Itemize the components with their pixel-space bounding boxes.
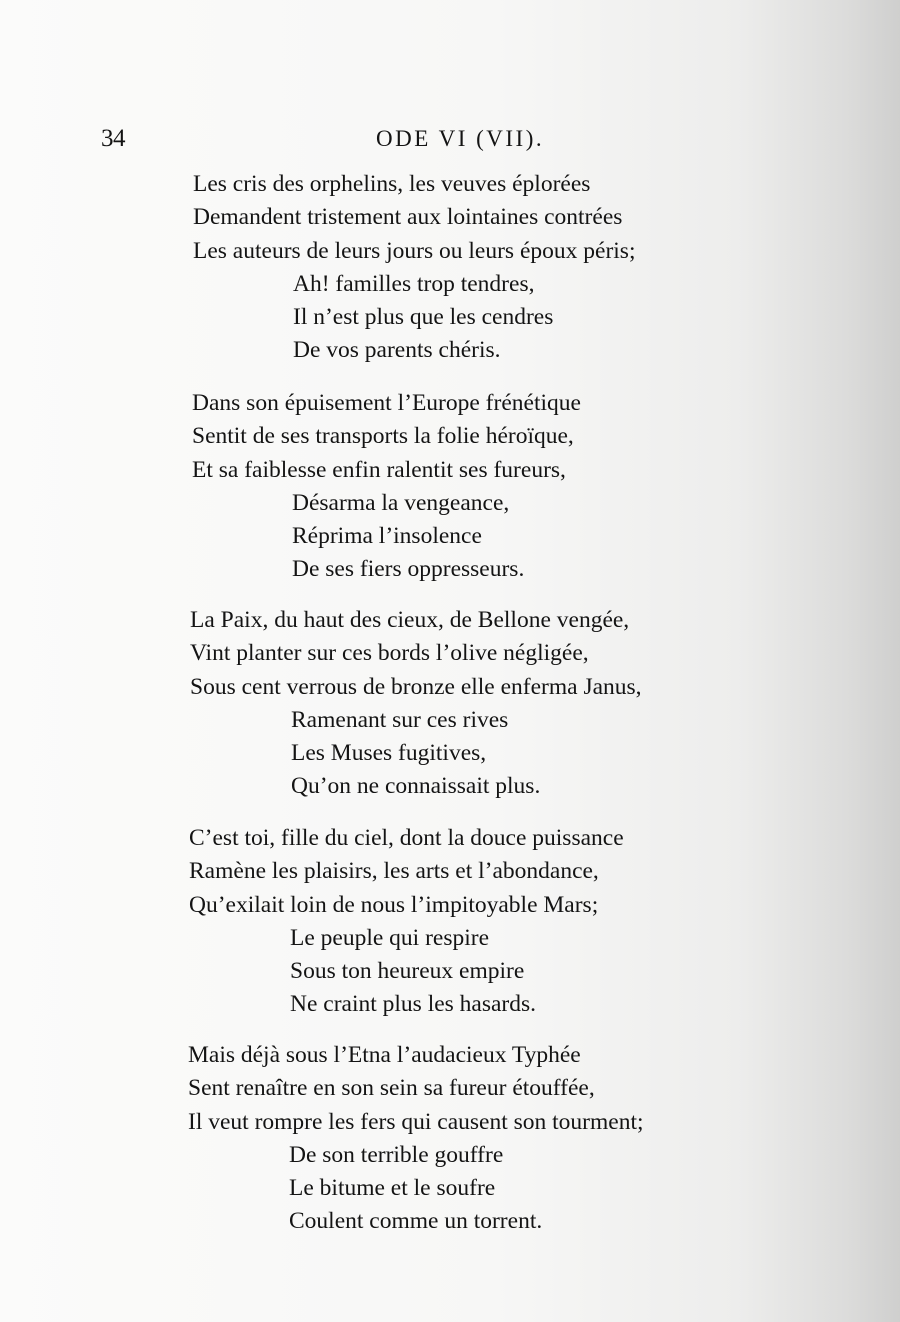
stanza-4 <box>0 822 900 1022</box>
verse-line-indented: De ses fiers oppresseurs. <box>292 556 525 583</box>
running-title: ODE VI (VII). <box>376 126 545 151</box>
stanza-2 <box>0 387 900 587</box>
verse-line-indented: Le peuple qui respire <box>290 924 490 951</box>
verse-line-indented: Le bitume et le soufre <box>289 1175 496 1202</box>
verse-line: Et sa faiblesse enfin ralentit ses fureurs, <box>192 456 566 483</box>
verse-line: Sent renaître en son sein sa fureur étouffée, <box>188 1075 595 1102</box>
verse-line: Les auteurs de leurs jours ou leurs époux péris; <box>193 237 636 264</box>
verse-line: Sous cent verrous de bronze elle enferma Janus, <box>190 673 642 700</box>
verse-line: Ramène les plaisirs, les arts et l’abondance, <box>189 858 599 885</box>
verse-line: Mais déjà sous l’Etna l’audacieux Typhée <box>188 1042 581 1068</box>
verse-line: Les cris des orphelins, les veuves éplorées <box>193 171 591 197</box>
verse-line-indented: Qu’on ne connaissait plus. <box>291 773 541 800</box>
verse-line: C’est toi, fille du ciel, dont la douce puissance <box>189 825 624 851</box>
verse-line-indented: Désarma la vengeance, <box>292 489 510 516</box>
stanza-5 <box>0 1039 900 1239</box>
verse-line: Sentit de ses transports la folie héroïque, <box>192 423 574 450</box>
verse-line-indented: Il n’est plus que les cendres <box>293 304 554 331</box>
verse-line-indented: Les Muses fugitives, <box>291 740 487 767</box>
page-number: 34 <box>101 125 125 152</box>
verse-line-indented: De son terrible gouffre <box>289 1141 504 1168</box>
verse-line: Qu’exilait loin de nous l’impitoyable Mars; <box>189 891 599 918</box>
verse-line-indented: Ramenant sur ces rives <box>291 706 509 733</box>
verse-line-indented: Sous ton heureux empire <box>290 958 525 985</box>
verse-line-indented: Ah! familles trop tendres, <box>293 270 535 297</box>
stanza-1 <box>0 168 900 368</box>
verse-line: Vint planter sur ces bords l’olive négligée, <box>190 640 589 667</box>
verse-line: Dans son épuisement l’Europe frénétique <box>192 390 581 416</box>
verse-line: La Paix, du haut des cieux, de Bellone vengée, <box>190 607 630 633</box>
verse-line-indented: Coulent comme un torrent. <box>289 1208 543 1235</box>
verse-line-indented: Ne craint plus les hasards. <box>290 991 537 1018</box>
verse-line-indented: Réprima l’insolence <box>292 523 482 550</box>
verse-line-indented: De vos parents chéris. <box>293 337 501 364</box>
verse-line: Demandent tristement aux lointaines contrées <box>193 204 623 231</box>
stanza-3 <box>0 604 900 804</box>
verse-line: Il veut rompre les fers qui causent son tourment; <box>188 1108 644 1135</box>
